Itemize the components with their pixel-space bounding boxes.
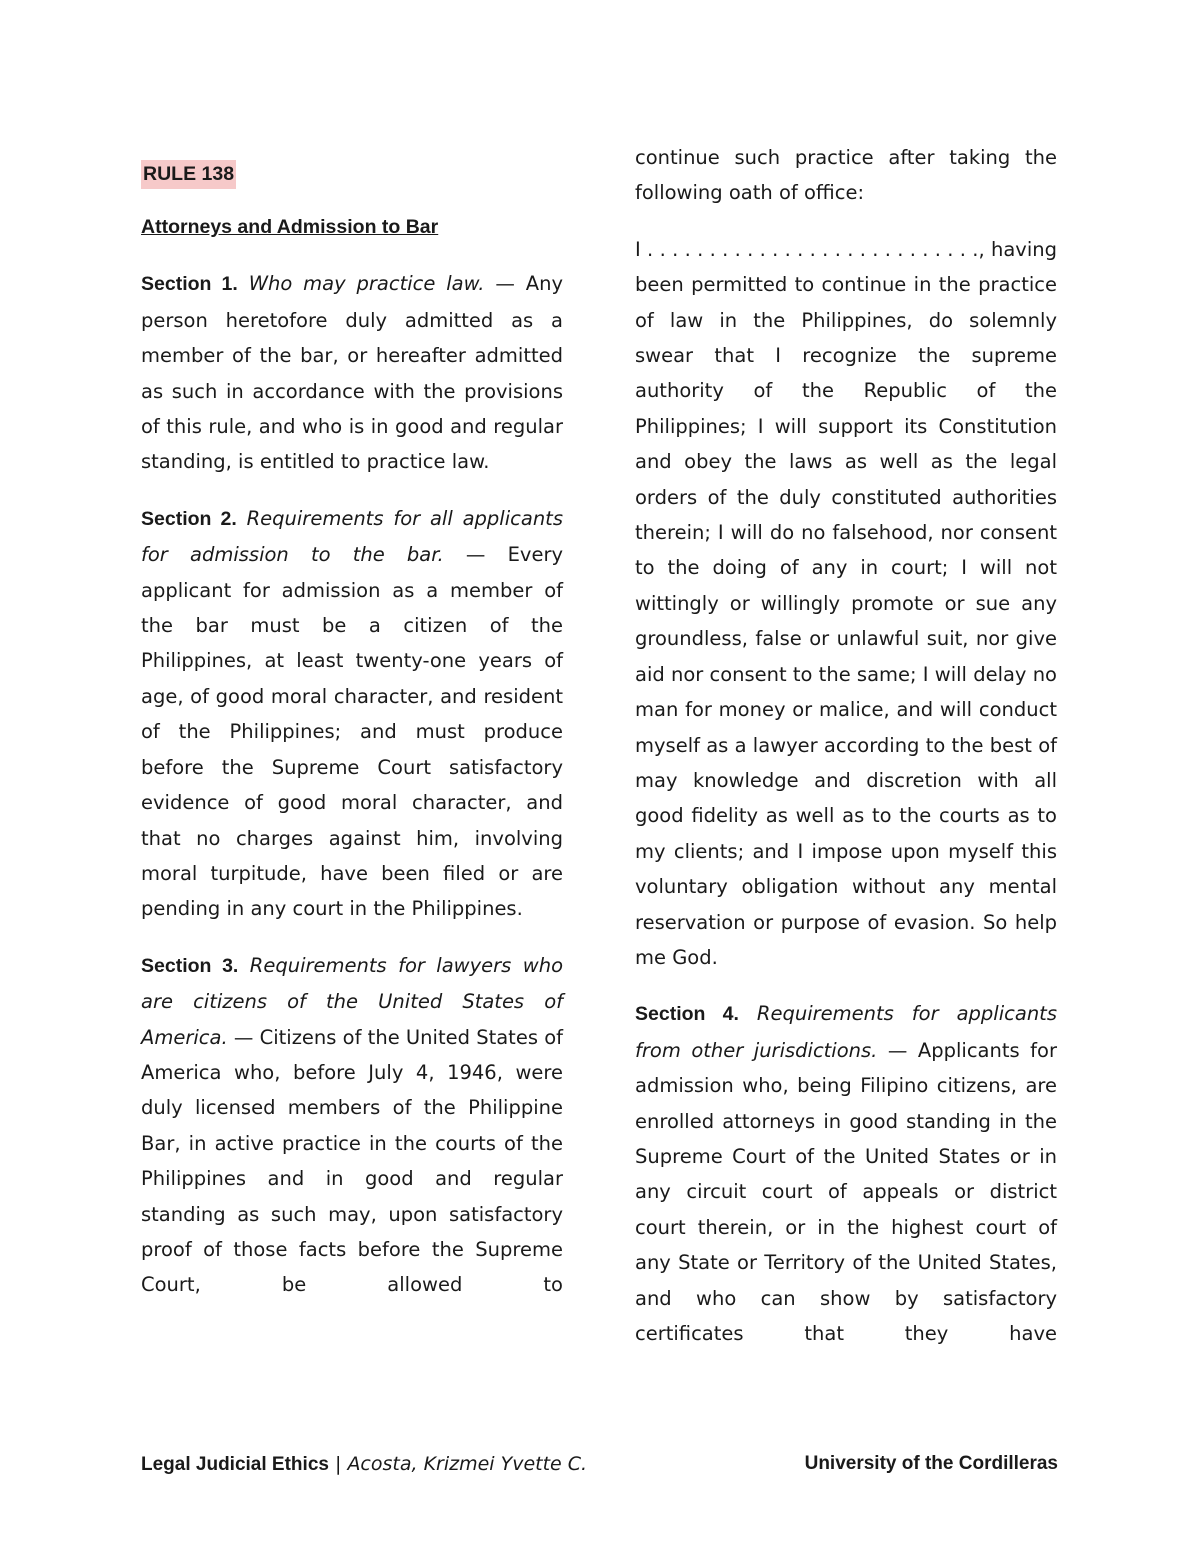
section-3-continuation: continue such practice after taking the following oath of office: <box>635 146 1057 205</box>
section-2-title: Requirements for all applicants for admission to the bar. <box>141 506 563 567</box>
rule-heading: RULE 138 <box>141 160 236 189</box>
right-column <box>635 140 1057 1372</box>
section-3 <box>141 948 563 1303</box>
footer-author: Acosta, Krizmei Yvette C. <box>347 1453 588 1475</box>
footer-separator: | <box>328 1453 348 1475</box>
section-3-body: — Citizens of the United States of America who, before July 4, 1946, were duly licensed members of the Philippine Bar, in active practice in the courts of the Philippines and in good and regular standing as such may, upon satisfactory proof of those facts before the Supreme Court, be allowed to <box>141 1025 563 1297</box>
oath-of-office <box>635 232 1057 976</box>
left-column <box>141 142 563 1324</box>
rule-subtitle: Attorneys and Admission to Bar <box>141 216 439 238</box>
section-1-body: — Any person heretofore duly admitted as a member of the bar, or hereafter admitted as such in accordance with the provisions of this rule, and who is in good and regular standing, is entitled to practice law. <box>141 272 564 474</box>
footer-school: University of the Cordilleras <box>804 1453 1058 1474</box>
section-1 <box>141 266 563 479</box>
section-1-label: Section 1. <box>141 273 238 296</box>
section-3-title: Requirements for lawyers who are citizens of the United States of America. <box>141 953 564 1049</box>
section-2-body: — Every applicant for admission as a member of the bar must be a citizen of the Philippines, at least twenty-one years of age, of good moral character, and resident of the Philippines; and must produce before the Supreme Court satisfactory evidence of good moral character, and that no charges against him, involving moral turpitude, have been filed or are pending in any court in the Philippines. <box>141 543 563 921</box>
section-4 <box>635 996 1057 1351</box>
section-3-label: Section 3. <box>141 954 239 977</box>
section-1-title: Who may practice law. <box>248 272 485 296</box>
footer-left <box>141 1450 587 1479</box>
page-footer <box>141 1450 1058 1479</box>
section-2 <box>141 501 563 927</box>
section-4-title: Requirements for applicants from other jurisdictions. <box>635 1002 1057 1062</box>
section-4-label: Section 4. <box>635 1003 739 1026</box>
oath-name-blank: I . . . . . . . . . . . . . . . . . . . . . . . . . . ., <box>635 237 985 261</box>
section-4-body: — Applicants for admission who, being Filipino citizens, are enrolled attorneys in good standing in the Supreme Court of the United States or in any circuit court of appeals or district court therein, or in the highest court of any State or Territory of the United States, and who can show by satisfactory certificates that they have <box>635 1038 1057 1345</box>
section-2-label: Section 2. <box>141 507 237 530</box>
oath-text: having been permitted to continue in the practice of law in the Philippines, do solemnly swear that I recognize the supreme authority of the Republic of the Philippines; I will support its Constitution and obey the laws as well as the legal orders of the duly constituted authorities therein; I will do no falsehood, nor consent to the doing of any in court; I will not wittingly or willingly promote or sue any groundless, false or unlawful suit, nor give aid nor consent to the same; I will delay no man for money or malice, and will conduct myself as a lawyer according to the best of may knowledge and discretion with all good fidelity as well as to the courts as to my clients; and I impose upon myself this voluntary obligation without any mental reservation or purpose of evasion. So help me God. <box>635 237 1058 969</box>
footer-course: Legal Judicial Ethics <box>141 1454 329 1475</box>
